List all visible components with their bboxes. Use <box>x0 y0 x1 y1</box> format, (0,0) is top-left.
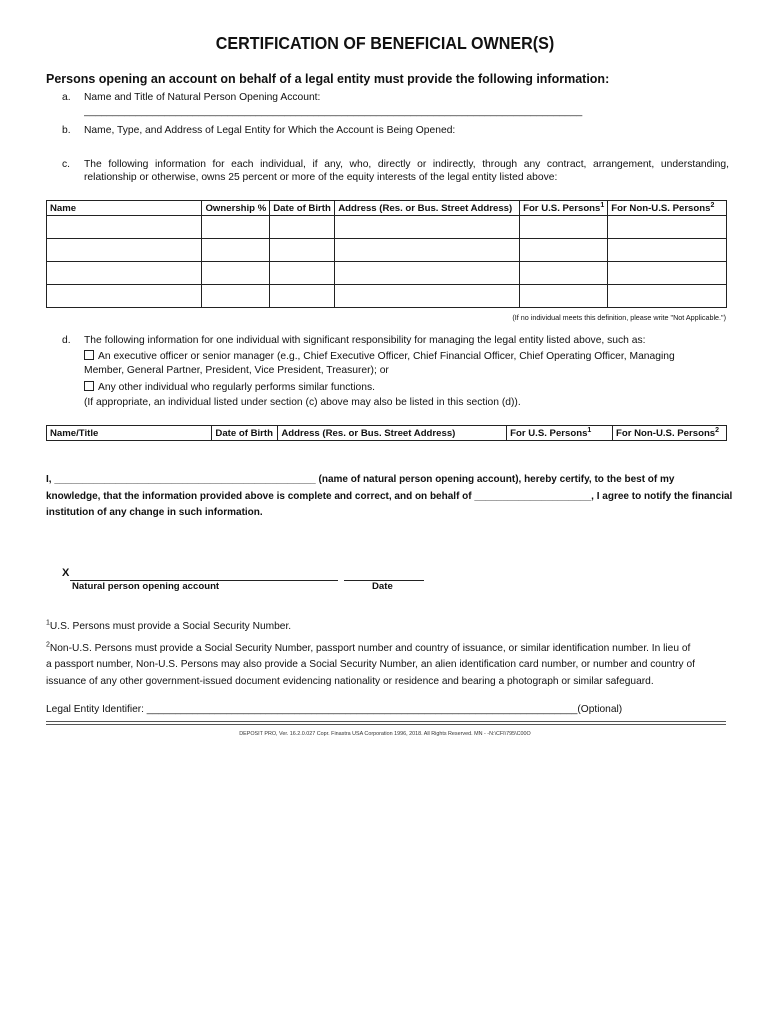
table-cell[interactable] <box>520 239 608 262</box>
table-cell[interactable] <box>47 216 202 239</box>
table-cell[interactable] <box>270 262 335 285</box>
page-title: CERTIFICATION OF BENEFICIAL OWNER(S) <box>215 33 555 53</box>
col-header-address: Address (Res. or Bus. Street Address) <box>335 201 520 216</box>
col-header-nonus-label: For Non-U.S. Persons <box>616 427 716 439</box>
col-header-us <box>507 426 613 441</box>
section-b-letter: b. <box>62 125 71 136</box>
section-d-option2-label: Any other individual who regularly performs similar functions. <box>98 382 375 393</box>
col-header-dob: Date of Birth <box>270 201 335 216</box>
section-a-label: Name and Title of Natural Person Opening Account: <box>84 92 321 103</box>
certification-line3: institution of any change in such information. <box>46 507 263 518</box>
table-cell[interactable] <box>608 239 727 262</box>
col-header-ownership: Ownership % <box>202 201 270 216</box>
table-cell[interactable] <box>270 285 335 308</box>
beneficial-owners-table <box>46 200 727 308</box>
table-cell[interactable] <box>335 262 520 285</box>
col-header-nonus <box>608 201 727 216</box>
lei-label[interactable]: Legal Entity Identifier: ____________________________________________________________________________ <box>46 704 578 715</box>
section-a-input-line[interactable]: _______________________________________________________________________________________ <box>84 106 583 117</box>
intro-text: Persons opening an account on behalf of a legal entity must provide the following information: <box>46 72 610 86</box>
executive-officer-checkbox[interactable] <box>84 350 94 360</box>
table-row <box>47 262 727 285</box>
footer-text: DEPOSIT PRO, Ver. 16.2.0.027 Copr. Finastra USA Corporation 1996, 2018. All Rights Reserved. MN - -N:\CFI\795\C00O <box>239 731 531 737</box>
table-cell[interactable] <box>335 239 520 262</box>
table-row <box>47 216 727 239</box>
col-header-name-title: Name/Title <box>47 426 212 441</box>
footnote-1-number: 1 <box>46 619 50 627</box>
col-header-address: Address (Res. or Bus. Street Address) <box>278 426 507 441</box>
table-cell[interactable] <box>608 285 727 308</box>
table-cell[interactable] <box>335 285 520 308</box>
section-d-line1: The following information for one individual with significant responsibility for managing the legal entity listed above, such as: <box>84 335 646 346</box>
footnote-ref-1: 1 <box>587 426 592 434</box>
table-cell[interactable] <box>608 262 727 285</box>
col-header-us <box>520 201 608 216</box>
table-header-row <box>47 201 727 216</box>
footnote-1-text: U.S. Persons must provide a Social Security Number. <box>49 621 292 632</box>
footnote-2-line2: a passport number, Non-U.S. Persons may also provide a Social Security Number, an alien identification card number, or number and country of <box>46 659 695 670</box>
footer-divider <box>46 721 726 725</box>
col-header-us-label: For U.S. Persons <box>523 202 601 214</box>
table-cell[interactable] <box>47 239 202 262</box>
other-individual-checkbox[interactable] <box>84 381 94 391</box>
footnote-ref-1: 1 <box>600 201 605 209</box>
table-cell[interactable] <box>270 216 335 239</box>
table-cell[interactable] <box>202 285 270 308</box>
signature-label: Natural person opening account <box>72 581 220 592</box>
date-label: Date <box>372 581 393 592</box>
section-b-label: Name, Type, and Address of Legal Entity for Which the Account is Being Opened: <box>84 125 456 136</box>
table-cell[interactable] <box>520 262 608 285</box>
table-row <box>47 239 727 262</box>
section-c-line2: relationship or otherwise, owns 25 percent or more of the equity interests of the legal entity listed above: <box>84 172 558 183</box>
control-person-table <box>46 425 727 441</box>
col-header-us-label: For U.S. Persons <box>510 427 588 439</box>
table-c-note: (If no individual meets this definition, please write "Not Applicable.") <box>512 313 726 322</box>
table-row <box>47 285 727 308</box>
table-cell[interactable] <box>608 216 727 239</box>
col-header-name: Name <box>47 201 202 216</box>
col-header-nonus-label: For Non-U.S. Persons <box>611 202 711 214</box>
table-cell[interactable] <box>270 239 335 262</box>
footnote-2-number: 2 <box>46 641 50 649</box>
footnote-ref-2: 2 <box>715 426 720 434</box>
section-d-option2 <box>84 381 375 393</box>
col-header-nonus <box>613 426 727 441</box>
section-d-letter: d. <box>62 335 71 346</box>
section-d-note: (If appropriate, an individual listed under section (c) above may also be listed in this section (d)). <box>84 397 521 408</box>
section-a-letter: a. <box>62 92 71 103</box>
table-cell[interactable] <box>47 285 202 308</box>
table-cell[interactable] <box>520 216 608 239</box>
table-cell[interactable] <box>335 216 520 239</box>
certification-line1: I, _______________________________________________ (name of natural person opening account), hereby certify, to the best of my <box>46 474 675 485</box>
signature-x: X <box>62 567 70 579</box>
table-cell[interactable] <box>47 262 202 285</box>
col-header-dob: Date of Birth <box>212 426 278 441</box>
section-d-option1 <box>84 350 729 362</box>
section-d-option1-line2: Member, General Partner, President, Vice President, Treasurer); or <box>84 365 389 376</box>
lei-optional: (Optional) <box>577 704 623 715</box>
table-header-row <box>47 426 727 441</box>
footnote-2-text: Non-U.S. Persons must provide a Social Security Number, passport number and country of issuance, or similar identification number. In lieu of <box>49 643 691 654</box>
table-cell[interactable] <box>520 285 608 308</box>
footnote-1 <box>46 618 726 636</box>
certification-line2: knowledge, that the information provided above is complete and correct, and on behalf of _____________________, I agree to notify the financial <box>46 491 733 502</box>
table-cell[interactable] <box>202 262 270 285</box>
lei-field <box>46 704 622 715</box>
table-cell[interactable] <box>202 239 270 262</box>
table-cell[interactable] <box>202 216 270 239</box>
section-c-letter: c. <box>62 159 71 170</box>
section-d-option1-label: An executive officer or senior manager (e.g., Chief Executive Officer, Chief Financial Officer, Chief Operating Officer, Managing <box>98 351 675 362</box>
footnote-ref-2: 2 <box>710 201 715 209</box>
footnote-2-line3: issuance of any other government-issued document evidencing nationality or residence and bearing a photograph or similar safeguard. <box>46 676 654 687</box>
section-c-line1: The following information for each individual, if any, who, directly or indirectly, through any contract, arrangement, understanding, <box>84 159 729 170</box>
